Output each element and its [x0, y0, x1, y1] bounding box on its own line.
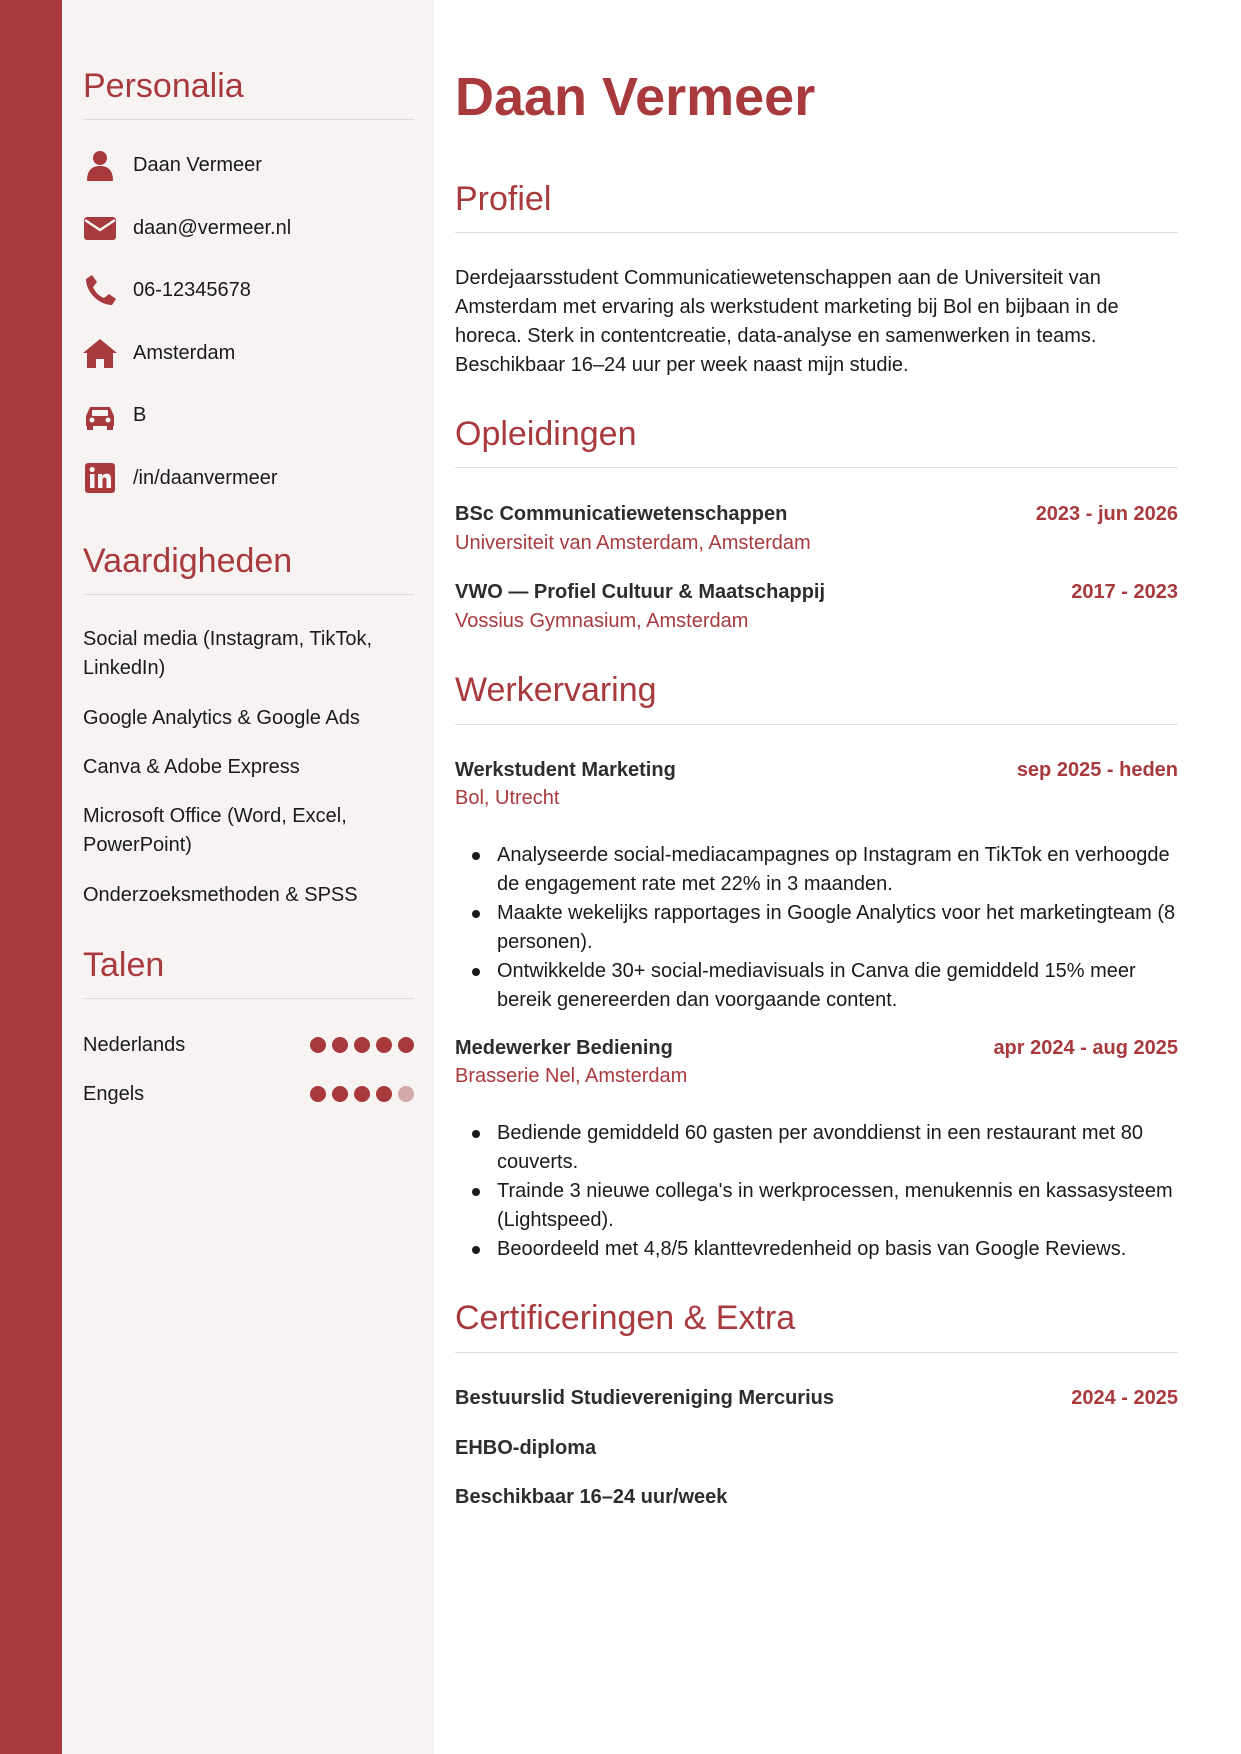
languages-heading: Talen [83, 946, 165, 984]
extra-title: Beschikbaar 16–24 uur/week [455, 1486, 728, 1508]
extra-date: 2024 - 2025 [1071, 1387, 1178, 1409]
profile-text: Derdejaarsstudent Communicatiewetenschappen aan de Universiteit van Amsterdam met ervaring als werkstudent marketing bij Bol en bijbaan in de horeca. Sterk in contentcreatie, data-analyse en samenwerken in teams. Beschikbaar 16–24 uur per week naast mijn studie. [455, 267, 1119, 376]
job-title: Werkstudent Marketing [455, 759, 676, 781]
job-bullets [455, 1119, 1178, 1264]
education-institution: Vossius Gymnasium, Amsterdam [455, 610, 749, 632]
contact-phone-text: 06-12345678 [133, 279, 251, 301]
level-dot-filled [310, 1086, 326, 1102]
level-dot-filled [354, 1086, 370, 1102]
contact-email-text: daan@vermeer.nl [133, 217, 292, 239]
level-dot-filled [310, 1037, 326, 1053]
job-bullet: Beoordeeld met 4,8/5 klanttevredenheid op basis van Google Reviews. [455, 1235, 1178, 1264]
car-icon [83, 399, 117, 431]
language-level-dots [304, 1086, 414, 1102]
job-bullet: Trainde 3 nieuwe collega's in werkprocessen, menukennis en kassasysteem (Lightspeed). [455, 1177, 1178, 1235]
contact-license [83, 395, 414, 435]
contact-license-text: B [133, 404, 147, 426]
linkedin-icon [83, 462, 117, 494]
work-divider [455, 724, 1178, 725]
education-divider [455, 467, 1178, 468]
job-bullet: Bediende gemiddeld 60 gasten per avonddienst in een restaurant met 80 couverts. [455, 1119, 1178, 1177]
contact-phone [83, 270, 414, 310]
personalia-divider [83, 119, 414, 120]
skill-item: Microsoft Office (Word, Excel, PowerPoint) [83, 805, 347, 856]
extra-heading: Certificeringen & Extra [455, 1299, 796, 1337]
level-dot-filled [376, 1086, 392, 1102]
extra-title: Bestuurslid Studievereniging Mercurius [455, 1387, 834, 1409]
level-dot-filled [354, 1037, 370, 1053]
personalia-heading: Personalia [83, 67, 244, 105]
contact-name-text: Daan Vermeer [133, 154, 262, 176]
education-institution: Universiteit van Amsterdam, Amsterdam [455, 532, 811, 554]
contact-city [83, 333, 414, 373]
level-dot-empty [398, 1086, 414, 1102]
extra-divider [455, 1352, 1178, 1353]
language-name: Nederlands [83, 1034, 186, 1056]
sidebar [62, 0, 434, 1754]
skill-item: Social media (Instagram, TikTok, LinkedIn) [83, 628, 372, 679]
profile-divider [455, 232, 1178, 233]
job-date: apr 2024 - aug 2025 [993, 1037, 1178, 1059]
languages-divider [83, 998, 414, 999]
envelope-icon [83, 212, 117, 244]
skill-item: Onderzoeksmethoden & SPSS [83, 884, 358, 906]
job-bullets [455, 841, 1178, 1015]
skills-divider [83, 594, 414, 595]
language-level-dots [304, 1037, 414, 1053]
skill-item: Google Analytics & Google Ads [83, 707, 360, 729]
job-date: sep 2025 - heden [1016, 759, 1178, 781]
language-row-english [83, 1079, 414, 1109]
job-company: Bol, Utrecht [455, 787, 560, 809]
home-icon [83, 337, 117, 369]
contact-email [83, 208, 414, 248]
level-dot-filled [376, 1037, 392, 1053]
job-company: Brasserie Nel, Amsterdam [455, 1065, 688, 1087]
education-title: VWO — Profiel Cultuur & Maatschappij [455, 581, 826, 603]
language-row-dutch [83, 1030, 414, 1060]
job-title: Medewerker Bediening [455, 1037, 673, 1059]
level-dot-filled [332, 1086, 348, 1102]
education-title: BSc Communicatiewetenschappen [455, 503, 788, 525]
person-icon [83, 149, 117, 181]
contact-linkedin [83, 458, 414, 498]
profile-heading: Profiel [455, 180, 552, 218]
accent-bar [0, 0, 62, 1754]
skills-heading: Vaardigheden [83, 542, 293, 580]
language-name: Engels [83, 1083, 145, 1105]
contact-city-text: Amsterdam [133, 342, 236, 364]
contact-name [83, 145, 414, 185]
job-bullet: Analyseerde social-mediacampagnes op Instagram en TikTok en verhoogde de engagement rate met 22% in 3 maanden. [455, 841, 1178, 899]
education-date: 2023 - jun 2026 [1035, 503, 1178, 525]
education-date: 2017 - 2023 [1071, 581, 1178, 603]
skill-item: Canva & Adobe Express [83, 756, 300, 778]
candidate-name: Daan Vermeer [455, 67, 816, 127]
job-bullet: Ontwikkelde 30+ social-mediavisuals in Canva die gemiddeld 15% meer bereik genereerden dan voorgaande content. [455, 957, 1178, 1015]
level-dot-filled [398, 1037, 414, 1053]
phone-icon [83, 274, 117, 306]
extra-title: EHBO-diploma [455, 1437, 597, 1459]
work-heading: Werkervaring [455, 671, 657, 709]
education-heading: Opleidingen [455, 415, 637, 453]
level-dot-filled [332, 1037, 348, 1053]
contact-linkedin-text: /in/daanvermeer [133, 467, 278, 489]
job-bullet: Maakte wekelijks rapportages in Google Analytics voor het marketingteam (8 personen). [455, 899, 1178, 957]
